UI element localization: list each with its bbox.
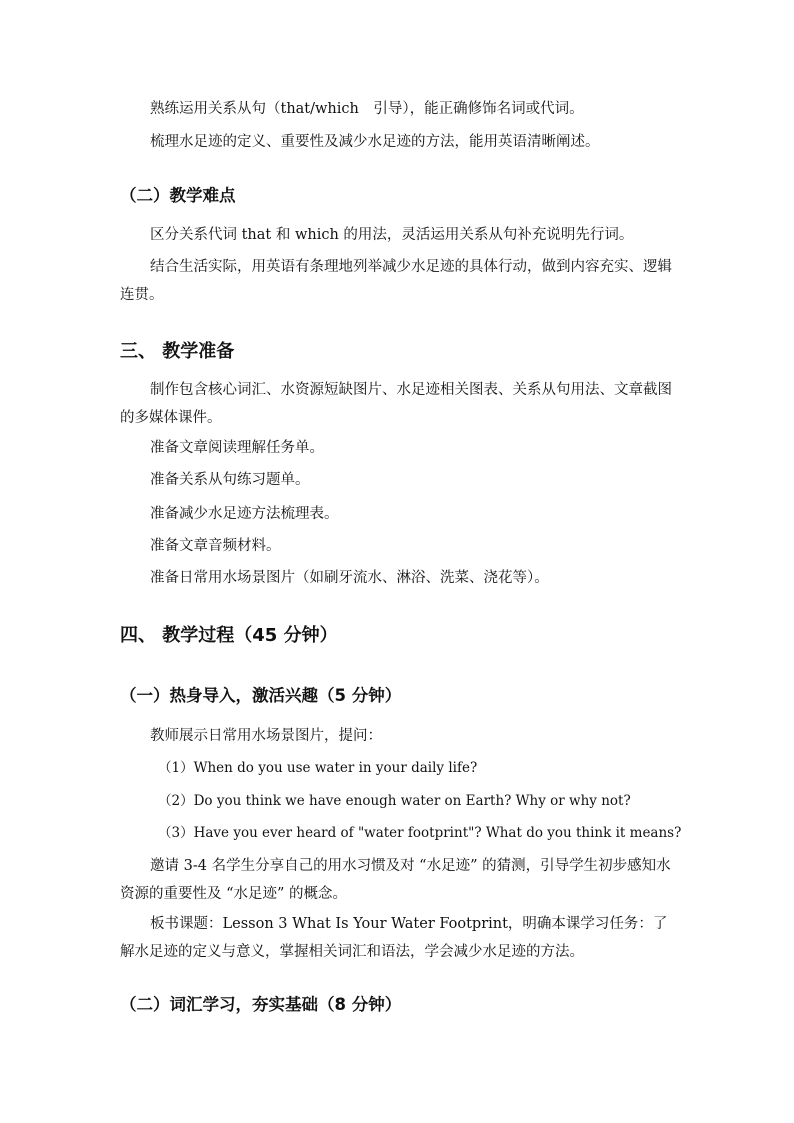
warmup-board: 板书课题：Lesson 3 What Is Your Water Footprint，明确本课学习任务：了解水足迹的定义与意义，掌握相关词汇和语法，学会减少水足迹的方法。 <box>120 916 668 960</box>
preparation-item-6: 准备日常用水场景图片（如刷牙流水、淋浴、洗菜、浇花等）。 <box>150 570 549 586</box>
warmup-question-3: （3）Have you ever heard of "water footprint"? What do you think it means? <box>158 825 682 841</box>
difficulty-line-2: 结合生活实际，用英语有条理地列举减少水足迹的具体行动，做到内容充实、逻辑连贯。 <box>120 259 672 303</box>
vocab-heading: （二）词汇学习，夯实基础（8 分钟） <box>120 995 402 1014</box>
warmup-intro: 教师展示日常用水场景图片，提问： <box>150 728 382 744</box>
warmup-invite: 邀请 3-4 名学生分享自己的用水习惯及对 “水足迹” 的猜测，引导学生初步感知水资源的重要性及 “水足迹” 的概念。 <box>120 858 671 902</box>
preparation-item-1: 制作包含核心词汇、水资源短缺图片、水足迹相关图表、关系从句用法、文章截图的多媒体课件。 <box>120 382 672 426</box>
warmup-question-1: （1）When do you use water in your daily life? <box>158 760 478 776</box>
difficulty-line-1: 区分关系代词 that 和 which 的用法，灵活运用关系从句补充说明先行词。 <box>150 227 634 243</box>
preparation-item-4: 准备减少水足迹方法梳理表。 <box>150 506 339 522</box>
process-heading: 四、 教学过程（45 分钟） <box>120 625 338 646</box>
preparation-heading: 三、 教学准备 <box>120 341 235 362</box>
preparation-item-3: 准备关系从句练习题单。 <box>150 472 310 488</box>
preparation-item-5: 准备文章音频材料。 <box>150 538 281 554</box>
preparation-item-2: 准备文章阅读理解任务单。 <box>150 440 324 456</box>
warmup-heading: （一）热身导入，激活兴趣（5 分钟） <box>120 686 402 705</box>
goal-line-1: 熟练运用关系从句（that/which 引导），能正确修饰名词或代词。 <box>150 101 584 117</box>
goal-line-2: 梳理水足迹的定义、重要性及减少水足迹的方法，能用英语清晰阐述。 <box>150 134 600 150</box>
warmup-question-2: （2）Do you think we have enough water on Earth? Why or why not? <box>158 793 631 809</box>
difficulty-heading: （二）教学难点 <box>120 186 236 205</box>
